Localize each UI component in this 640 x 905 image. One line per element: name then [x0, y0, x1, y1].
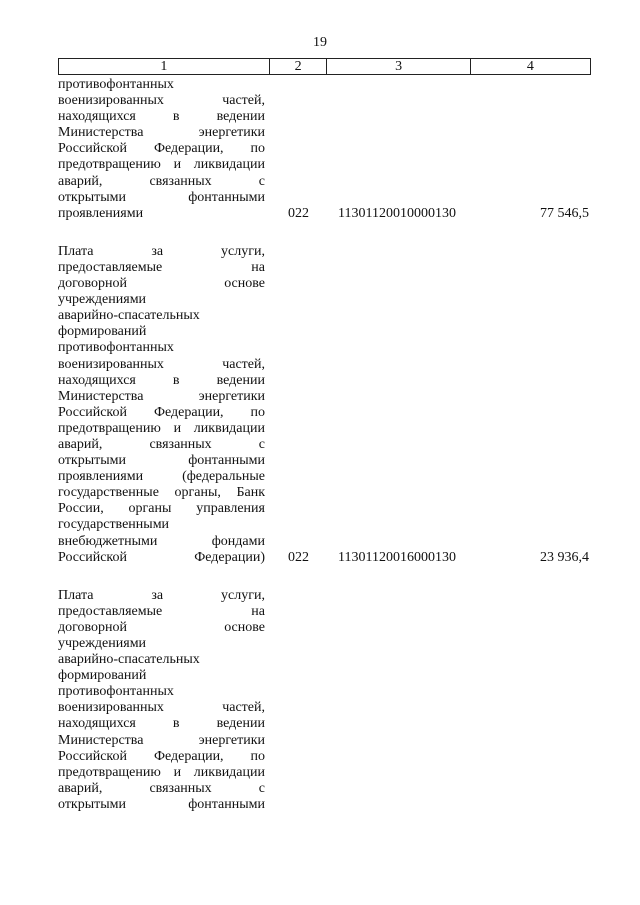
- description-word: аварий,: [58, 173, 103, 189]
- description-word: внебюджетными: [58, 533, 158, 549]
- description-line: [58, 373, 265, 389]
- description-word: аварийно-спасательных: [58, 308, 200, 324]
- description-line: [58, 517, 265, 533]
- description-word: по: [250, 404, 265, 420]
- description-word: предотвращению и ликвидации: [58, 420, 265, 436]
- table-row: [58, 244, 591, 566]
- description-word: ведении: [216, 716, 265, 732]
- description-word: находящихся: [58, 716, 136, 732]
- description-word: аварий,: [58, 780, 103, 796]
- description-word: основе: [224, 619, 265, 635]
- description-word: противофонтанных: [58, 340, 174, 356]
- description-line: [58, 781, 265, 797]
- row-amount: 23 936,4: [540, 549, 589, 565]
- description-line: [58, 733, 265, 749]
- description-word: с: [258, 780, 265, 796]
- description-word: Российской: [58, 404, 127, 420]
- description-word: государственными: [58, 517, 170, 533]
- description-word: проявлениями: [58, 205, 144, 221]
- description-word: частей,: [222, 93, 265, 109]
- description-line: [58, 668, 265, 684]
- description-line: [58, 389, 265, 405]
- description-line: [58, 550, 265, 566]
- description-word: открытыми: [58, 453, 127, 469]
- description-word: учреждениями: [58, 636, 147, 651]
- description-word: фонтанными: [188, 453, 265, 469]
- description-word: Российской: [58, 748, 127, 764]
- description-line: [58, 652, 265, 668]
- description-word: предотвращению и ликвидации: [58, 157, 265, 173]
- description-word: услуги,: [221, 243, 265, 259]
- description-line: [58, 109, 265, 125]
- description-word: Плата: [58, 243, 94, 259]
- description-word: частей,: [222, 700, 265, 716]
- description-word: фондами: [211, 533, 265, 549]
- description-word: предоставляемые: [58, 259, 163, 275]
- description-word: Российской: [58, 141, 127, 157]
- description-word: открытыми: [58, 796, 127, 812]
- description-line: [58, 501, 265, 517]
- description-line: [58, 174, 265, 190]
- description-word: военизированных: [58, 356, 164, 372]
- description-line: [58, 244, 265, 260]
- description-word: предоставляемые: [58, 603, 163, 619]
- description-word: энергетики: [198, 388, 265, 404]
- description-line: [58, 716, 265, 732]
- row-description: [58, 244, 265, 566]
- description-word: на: [251, 603, 265, 619]
- description-line: [58, 636, 265, 652]
- description-word: за: [151, 243, 164, 259]
- row-kbk: 11301120010000130: [338, 205, 456, 221]
- description-word: фонтанными: [188, 796, 265, 812]
- description-word: (федеральные: [182, 469, 265, 485]
- description-word: на: [251, 259, 265, 275]
- description-line: [58, 684, 265, 700]
- description-word: государственные органы, Банк: [58, 485, 265, 501]
- description-line: [58, 485, 265, 501]
- description-word: военизированных: [58, 93, 164, 109]
- description-word: за: [151, 587, 164, 603]
- description-line: [58, 157, 265, 173]
- description-word: с: [258, 173, 265, 189]
- description-line: [58, 125, 265, 141]
- description-word: Плата: [58, 587, 94, 603]
- page-number: 19: [313, 35, 327, 50]
- table-row: [58, 77, 591, 222]
- header-col-1: 1: [59, 59, 270, 75]
- description-line: [58, 206, 265, 222]
- header-col-3: 3: [327, 59, 470, 75]
- description-word: Министерства: [58, 732, 144, 748]
- description-word: учреждениями: [58, 292, 147, 308]
- row-description: [58, 588, 265, 813]
- table-header: [58, 58, 591, 75]
- description-word: формирований: [58, 324, 147, 340]
- row-code: 022: [288, 549, 309, 565]
- description-word: Министерства: [58, 125, 144, 141]
- description-line: [58, 604, 265, 620]
- description-line: [58, 405, 265, 421]
- description-line: [58, 190, 265, 206]
- description-line: [58, 453, 265, 469]
- description-word: связанных: [149, 436, 212, 452]
- description-word: противофонтанных: [58, 77, 174, 92]
- description-line: [58, 700, 265, 716]
- description-line: [58, 324, 265, 340]
- description-line: [58, 308, 265, 324]
- description-word: Министерства: [58, 388, 144, 404]
- description-word: ведении: [216, 372, 265, 388]
- row-code: 022: [288, 205, 309, 221]
- description-word: фонтанными: [188, 189, 265, 205]
- description-word: формирований: [58, 668, 147, 684]
- header-col-2: 2: [269, 59, 327, 75]
- description-word: Российской Федерации): [58, 549, 265, 565]
- description-word: управления: [196, 501, 265, 517]
- description-word: аварийно-спасательных: [58, 652, 200, 668]
- description-line: [58, 620, 265, 636]
- description-word: в: [172, 716, 180, 732]
- description-line: [58, 437, 265, 453]
- description-line: [58, 421, 265, 437]
- description-word: энергетики: [198, 125, 265, 141]
- description-word: в: [172, 109, 180, 125]
- description-line: [58, 292, 265, 308]
- description-line: [58, 260, 265, 276]
- description-word: открытыми: [58, 189, 127, 205]
- description-line: [58, 77, 265, 93]
- description-line: [58, 749, 265, 765]
- description-word: основе: [224, 276, 265, 292]
- description-word: военизированных: [58, 700, 164, 716]
- description-word: договорной: [58, 276, 128, 292]
- description-word: проявлениями: [58, 469, 144, 485]
- description-word: по: [250, 748, 265, 764]
- description-word: Федерации,: [153, 141, 224, 157]
- table-body: [58, 77, 591, 813]
- description-word: находящихся: [58, 372, 136, 388]
- description-line: [58, 357, 265, 373]
- description-word: связанных: [149, 780, 212, 796]
- description-line: [58, 340, 265, 356]
- description-word: частей,: [222, 356, 265, 372]
- description-word: Федерации,: [153, 404, 224, 420]
- description-word: находящихся: [58, 109, 136, 125]
- description-word: с: [258, 436, 265, 452]
- description-line: [58, 765, 265, 781]
- description-line: [58, 469, 265, 485]
- table-row: [58, 588, 591, 813]
- description-word: предотвращению и ликвидации: [58, 764, 265, 780]
- description-word: органы: [128, 501, 172, 517]
- description-line: [58, 588, 265, 604]
- description-word: энергетики: [198, 732, 265, 748]
- description-line: [58, 93, 265, 109]
- description-line: [58, 534, 265, 550]
- row-amount: 77 546,5: [540, 205, 589, 221]
- description-word: по: [250, 141, 265, 157]
- description-word: аварий,: [58, 436, 103, 452]
- description-word: Федерации,: [153, 748, 224, 764]
- row-description: [58, 77, 265, 222]
- row-kbk: 11301120016000130: [338, 549, 456, 565]
- description-line: [58, 141, 265, 157]
- description-word: связанных: [149, 173, 212, 189]
- description-line: [58, 276, 265, 292]
- description-word: услуги,: [221, 587, 265, 603]
- description-line: [58, 797, 265, 813]
- description-word: России,: [58, 501, 104, 517]
- header-col-4: 4: [470, 59, 590, 75]
- description-word: ведении: [216, 109, 265, 125]
- description-word: договорной: [58, 619, 128, 635]
- description-word: в: [172, 372, 180, 388]
- description-word: противофонтанных: [58, 684, 174, 700]
